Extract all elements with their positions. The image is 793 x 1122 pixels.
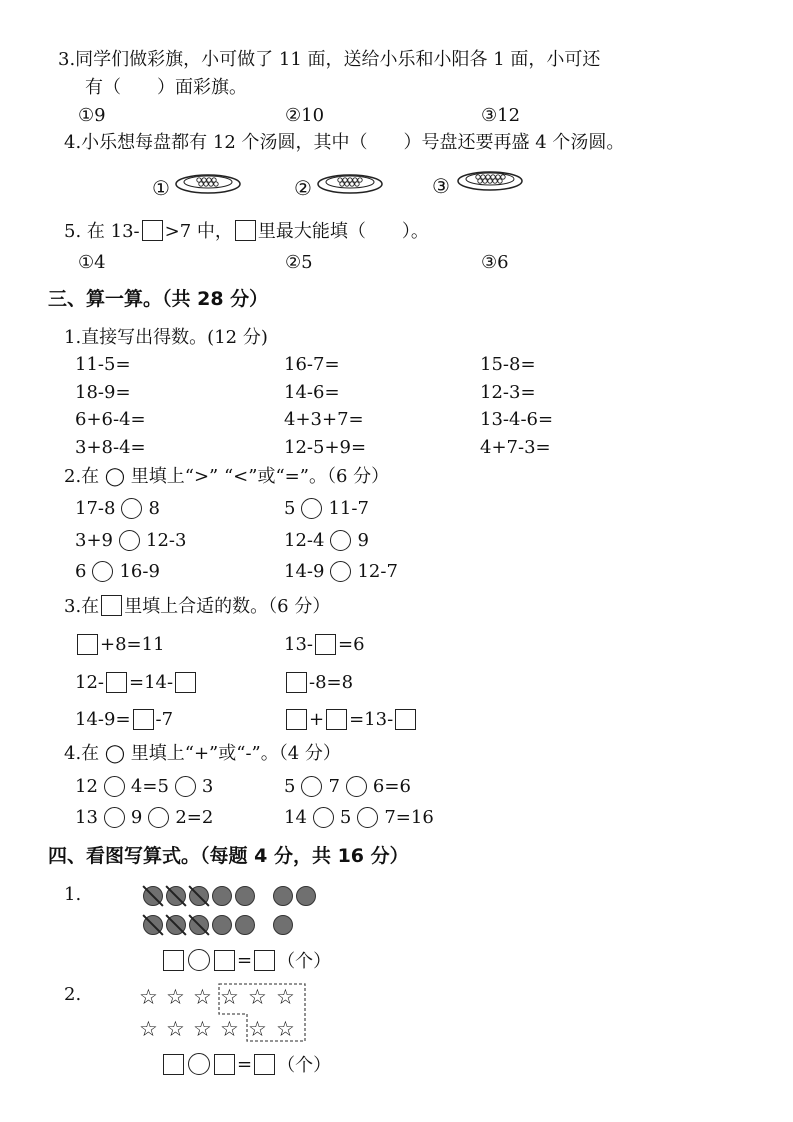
section-3-title: 三、算一算。（共 28 分） [48,288,269,310]
left-expr: 5 [284,497,296,519]
sign-circle[interactable] [104,776,125,797]
answer-box[interactable] [326,709,347,730]
left-expr: 12-4 [284,529,325,551]
compare-item [284,527,369,553]
star-icon: ☆ [220,1017,239,1041]
q5-option-3: ③6 [481,252,509,273]
operator-circle[interactable] [188,1053,210,1075]
fill-item [284,631,365,657]
star-icon: ☆ [220,985,239,1009]
left-expr: 14-9 [284,560,325,582]
answer-box[interactable] [286,672,307,693]
dot [273,915,293,935]
answer-box[interactable] [175,672,196,693]
expr: 13 [75,806,98,828]
calc-item: 12-5+9= [284,437,367,458]
star-icon: ☆ [276,985,295,1009]
dashed-group-outline [214,982,308,1044]
expr: =6 [338,633,365,655]
expr: 7=16 [384,806,434,828]
left-expr: 3+9 [75,529,113,551]
q5-pre: 5. 在 13- [64,221,140,242]
right-expr: 12-7 [357,560,398,582]
fill-item [75,669,198,695]
answer-box[interactable] [163,950,184,971]
q5-text [64,217,429,243]
right-expr: 8 [148,497,160,519]
answer-box[interactable] [214,950,235,971]
compare-circle[interactable] [330,561,351,582]
expr: 7 [328,775,340,797]
answer-box[interactable] [133,709,154,730]
expr: 2=2 [175,806,214,828]
sign-circle[interactable] [357,807,378,828]
answer-box[interactable] [163,1054,184,1075]
star-icon: ☆ [166,985,185,1009]
compare-circle[interactable] [119,530,140,551]
fill-item [75,706,173,732]
sign-circle[interactable] [301,776,322,797]
compare-item [75,527,186,553]
compare-circle[interactable] [121,498,142,519]
sec4-q2-label: 2. [64,984,82,1005]
calc-item: 12-3= [480,382,536,403]
expr: 12- [75,671,104,693]
q5-post: 里最大能填（ ）。 [257,221,429,242]
calc-item: 4+3+7= [284,409,364,430]
expr: -7 [155,708,174,730]
section-4-title: 四、看图写算式。（每题 4 分，共 16 分） [48,845,409,867]
expr: 9 [130,806,143,828]
answer-box[interactable] [214,1054,235,1075]
right-expr: 16-9 [119,560,160,582]
sec4-q1-label: 1. [64,884,82,905]
title-pre: 3.在 [64,596,100,617]
compare-circle[interactable] [92,561,113,582]
sign-circle[interactable] [148,807,169,828]
dot [296,886,316,906]
expr: +8=11 [100,633,165,655]
sec3-part2-title: 2.在 ◯ 里填上“>” “<”或“=”。（6 分） [64,466,390,487]
q4-plate-label-1: ① [152,176,170,200]
q1-equation [161,947,331,973]
q4-plate-label-2: ② [294,176,312,200]
answer-box[interactable] [142,220,163,241]
expr: 4=5 [130,775,169,797]
fill-item [284,669,353,695]
sign-item [75,773,213,799]
calc-item: 14-6= [284,382,340,403]
star-icon: ☆ [139,985,158,1009]
left-expr: 17-8 [75,497,116,519]
fill-item [284,706,418,732]
sec3-part1-title: 1.直接写出得数。(12 分) [64,327,268,348]
answer-box[interactable] [395,709,416,730]
sec3-part4-title: 4.在 ◯ 里填上“+”或“-”。（4 分） [64,743,341,764]
compare-item [75,558,160,584]
compare-circle[interactable] [330,530,351,551]
star-icon: ☆ [166,1017,185,1041]
expr: 6=6 [372,775,411,797]
compare-item [75,495,160,521]
star-icon: ☆ [193,1017,212,1041]
q3-option-2: ②10 [285,105,325,126]
star-icon: ☆ [248,985,267,1009]
compare-item [284,558,398,584]
q2-equation [161,1051,331,1077]
sign-circle[interactable] [313,807,334,828]
expr: =14- [129,671,174,693]
equals-sign: = [237,949,253,971]
answer-box[interactable] [286,709,307,730]
sign-item [284,773,411,799]
unit-label: （个） [277,1055,332,1076]
expr: 14 [284,806,307,828]
q4-text: 4.小乐想每盘都有 12 个汤圆，其中（ ）号盘还要再盛 4 个汤圆。 [64,132,625,153]
sign-circle[interactable] [104,807,125,828]
expr: 12 [75,775,98,797]
q3-option-1: ①9 [78,105,106,126]
answer-box[interactable] [77,634,98,655]
calc-item: 13-4-6= [480,409,554,430]
compare-circle[interactable] [301,498,322,519]
answer-box[interactable] [315,634,336,655]
box-symbol [101,595,122,616]
fill-item [75,631,165,657]
plate-2-icon [316,170,386,198]
sign-circle[interactable] [346,776,367,797]
star-icon: ☆ [276,1017,295,1041]
q3-line1: 3.同学们做彩旗，小可做了 11 面，送给小乐和小阳各 1 面，小可还 [58,49,601,70]
answer-box[interactable] [106,672,127,693]
expr: 14-9= [75,708,131,730]
calc-item: 4+7-3= [480,437,551,458]
answer-box[interactable] [254,1054,275,1075]
q5-mid: >7 中， [164,221,233,242]
calc-item: 11-5= [75,354,131,375]
sign-circle[interactable] [175,776,196,797]
calc-item: 6+6-4= [75,409,146,430]
compare-item [284,495,369,521]
equals-sign: = [237,1053,253,1075]
dot [212,915,232,935]
sec3-part3-title [64,592,330,618]
star-icon: ☆ [248,1017,267,1041]
title-post: 里填上合适的数。（6 分） [124,596,331,617]
dot [235,886,255,906]
dot [212,886,232,906]
expr: =13- [349,708,394,730]
unit-label: （个） [277,951,332,972]
plate-1-icon [174,170,244,198]
calc-item: 18-9= [75,382,131,403]
expr: + [309,708,325,730]
right-expr: 11-7 [328,497,369,519]
right-expr: 12-3 [146,529,187,551]
expr: 5 [284,775,296,797]
answer-box[interactable] [235,220,256,241]
q3-line2: 有（ ）面彩旗。 [85,77,247,98]
calc-item: 3+8-4= [75,437,146,458]
expr: 5 [339,806,352,828]
expr: 3 [201,775,214,797]
sign-item [284,804,434,830]
operator-circle[interactable] [188,949,210,971]
star-icon: ☆ [139,1017,158,1041]
plate-3-icon [456,167,526,195]
answer-box[interactable] [254,950,275,971]
q4-plate-label-3: ③ [432,174,450,198]
star-icon: ☆ [193,985,212,1009]
dot [235,915,255,935]
expr: 13- [284,633,313,655]
sign-item [75,804,213,830]
left-expr: 6 [75,560,87,582]
calc-item: 15-8= [480,354,536,375]
dot [273,886,293,906]
q5-option-2: ②5 [285,252,313,273]
calc-item: 16-7= [284,354,340,375]
q5-option-1: ①4 [78,252,106,273]
expr: -8=8 [309,671,354,693]
right-expr: 9 [357,529,369,551]
q3-option-3: ③12 [481,105,521,126]
